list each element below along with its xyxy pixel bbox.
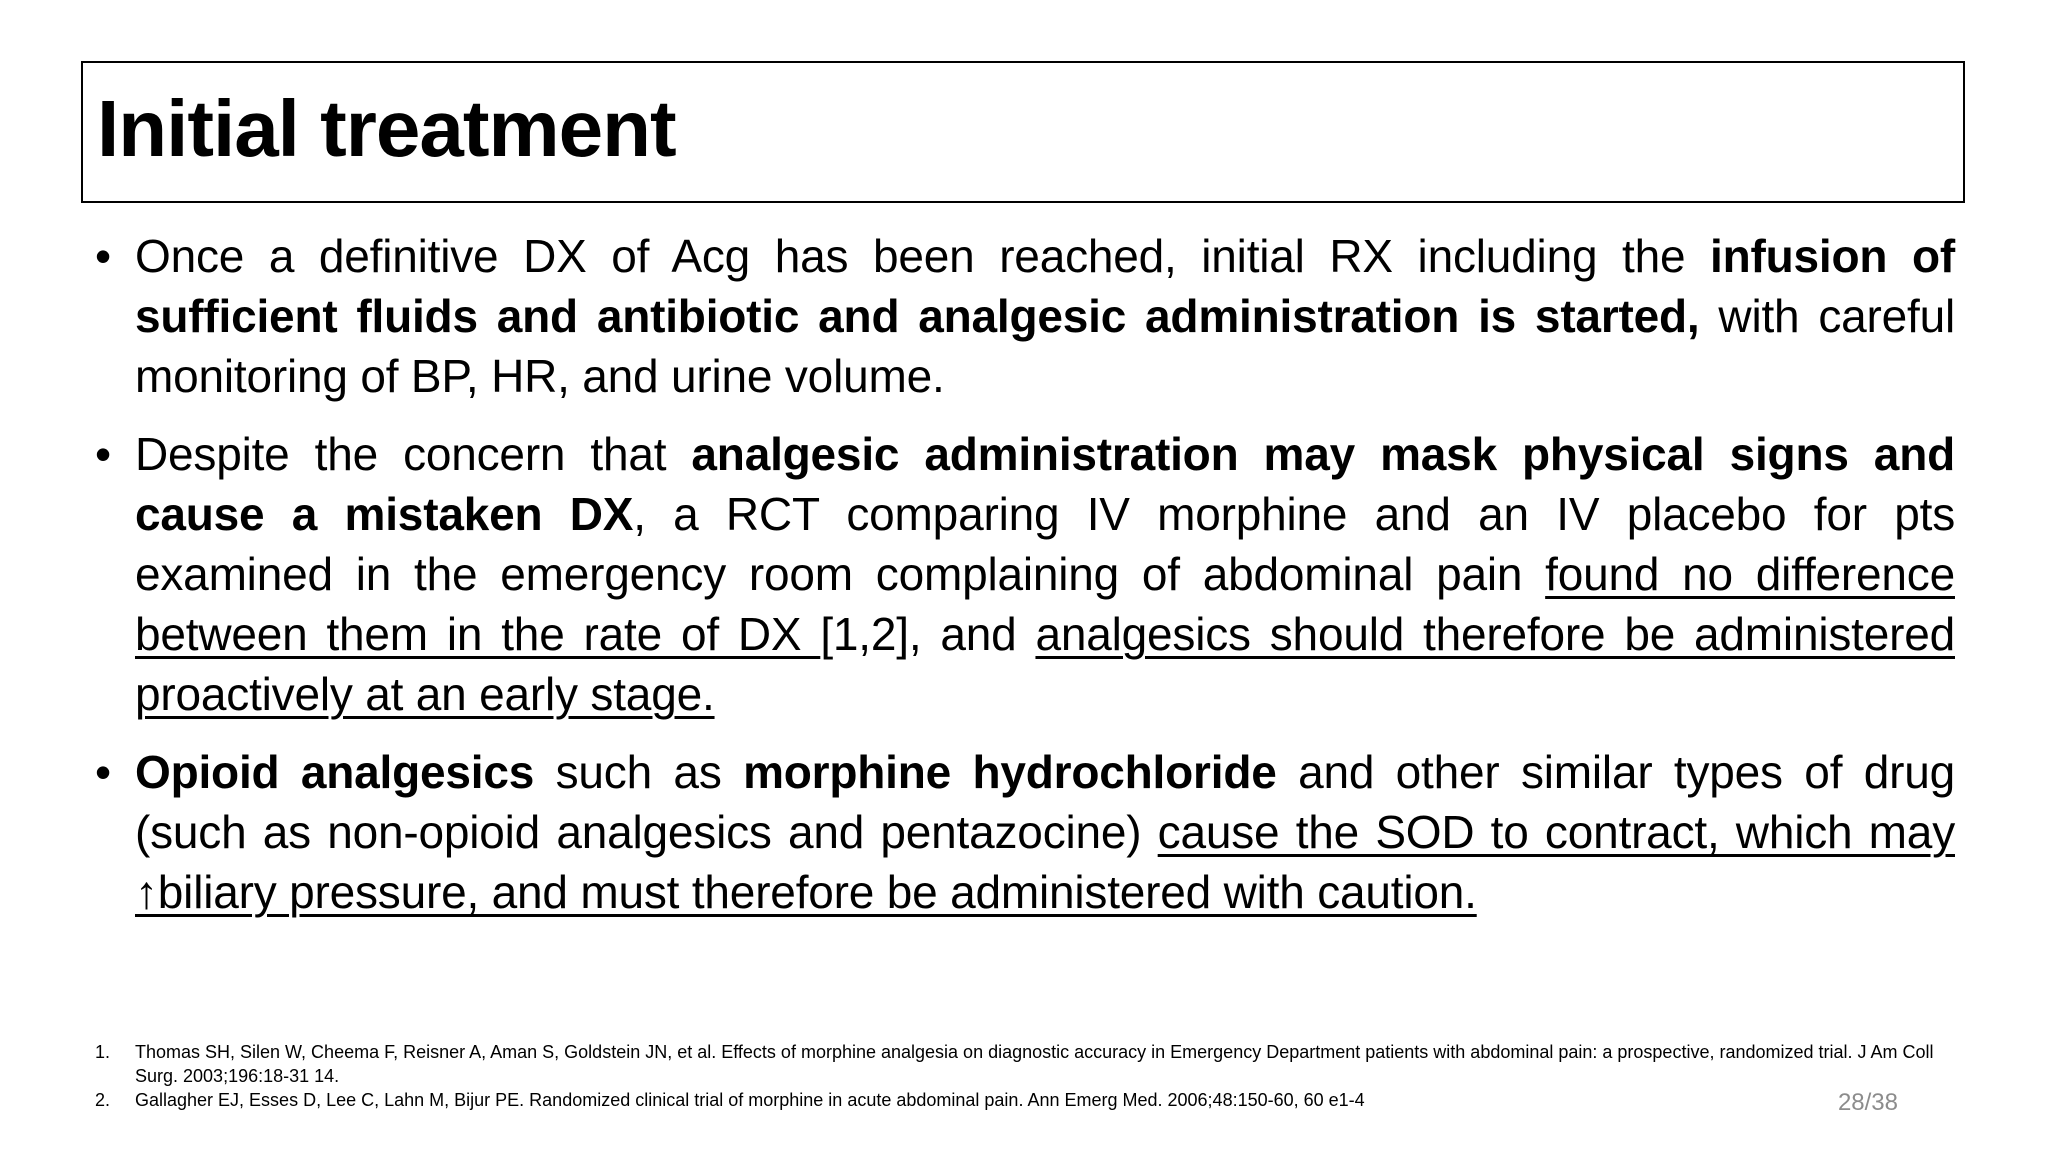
bullet-item <box>95 424 1955 724</box>
bullet-segment: morphine hydrochloride <box>743 746 1277 798</box>
bullet-segment: [1,2], and <box>820 608 1036 660</box>
bullet-segment: analgesic administration may mask physical signs and cause a mistaken DX <box>135 428 1955 540</box>
bullet-item <box>95 742 1955 922</box>
bullet-segment: such as <box>534 746 744 798</box>
reference-text: Gallagher EJ, Esses D, Lee C, Lahn M, Bijur PE. Randomized clinical trial of morphine in acute abdominal pain. Ann Emerg Med. 2006;48:150-60, 60 e1-4 <box>135 1090 1365 1110</box>
reference-item <box>95 1088 1955 1112</box>
bullet-segment: with careful monitoring of BP, HR, and urine volume. <box>135 290 1955 402</box>
reference-text: Thomas SH, Silen W, Cheema F, Reisner A, Aman S, Goldstein JN, et al. Effects of morphine analgesia on diagnostic accuracy in Emergency Department patients with abdominal pain: a prospective, randomized trial. J Am Coll Surg. 2003;196:18-31 14. <box>135 1042 1934 1086</box>
bullet-segment: and other similar types of drug (such as non-opioid analgesics and pentazocine) <box>135 746 1955 858</box>
title-box <box>81 61 1965 203</box>
bullet-text <box>135 746 1955 918</box>
bullet-dot-icon: • <box>95 230 111 282</box>
bullet-segment: , a RCT comparing IV morphine and an IV placebo for pts examined in the emergency room complaining of abdominal pain <box>135 488 1956 600</box>
reference-number: 1. <box>95 1042 111 1062</box>
bullet-dot-icon: • <box>95 428 111 480</box>
bullet-segment: Opioid analgesics <box>135 746 535 798</box>
reference-number: 2. <box>95 1090 111 1110</box>
slide-title: Initial treatment <box>97 84 676 173</box>
bullet-segment: Despite the concern that <box>135 428 692 480</box>
reference-list <box>95 1040 1955 1112</box>
page-number: 28/38 <box>1837 1089 1898 1116</box>
bullet-segment: cause the SOD to contract, which may ↑biliary pressure, and must therefore be administered with caution. <box>135 806 1955 918</box>
bullet-list <box>95 226 1955 940</box>
bullet-dot-icon: • <box>95 746 111 798</box>
bullet-item <box>95 226 1955 406</box>
bullet-text <box>135 230 1955 402</box>
bullet-text <box>135 428 1955 720</box>
bullet-segment: analgesics should therefore be administered proactively at an early stage. <box>135 608 1955 720</box>
reference-item <box>95 1040 1955 1088</box>
bullet-segment: found no difference between them in the rate of DX <box>135 548 1955 660</box>
bullet-segment: infusion of sufficient fluids and antibiotic and analgesic administration is started, <box>135 230 1955 342</box>
bullet-segment: Once a definitive DX of Acg has been reached, initial RX including the <box>135 230 1711 282</box>
